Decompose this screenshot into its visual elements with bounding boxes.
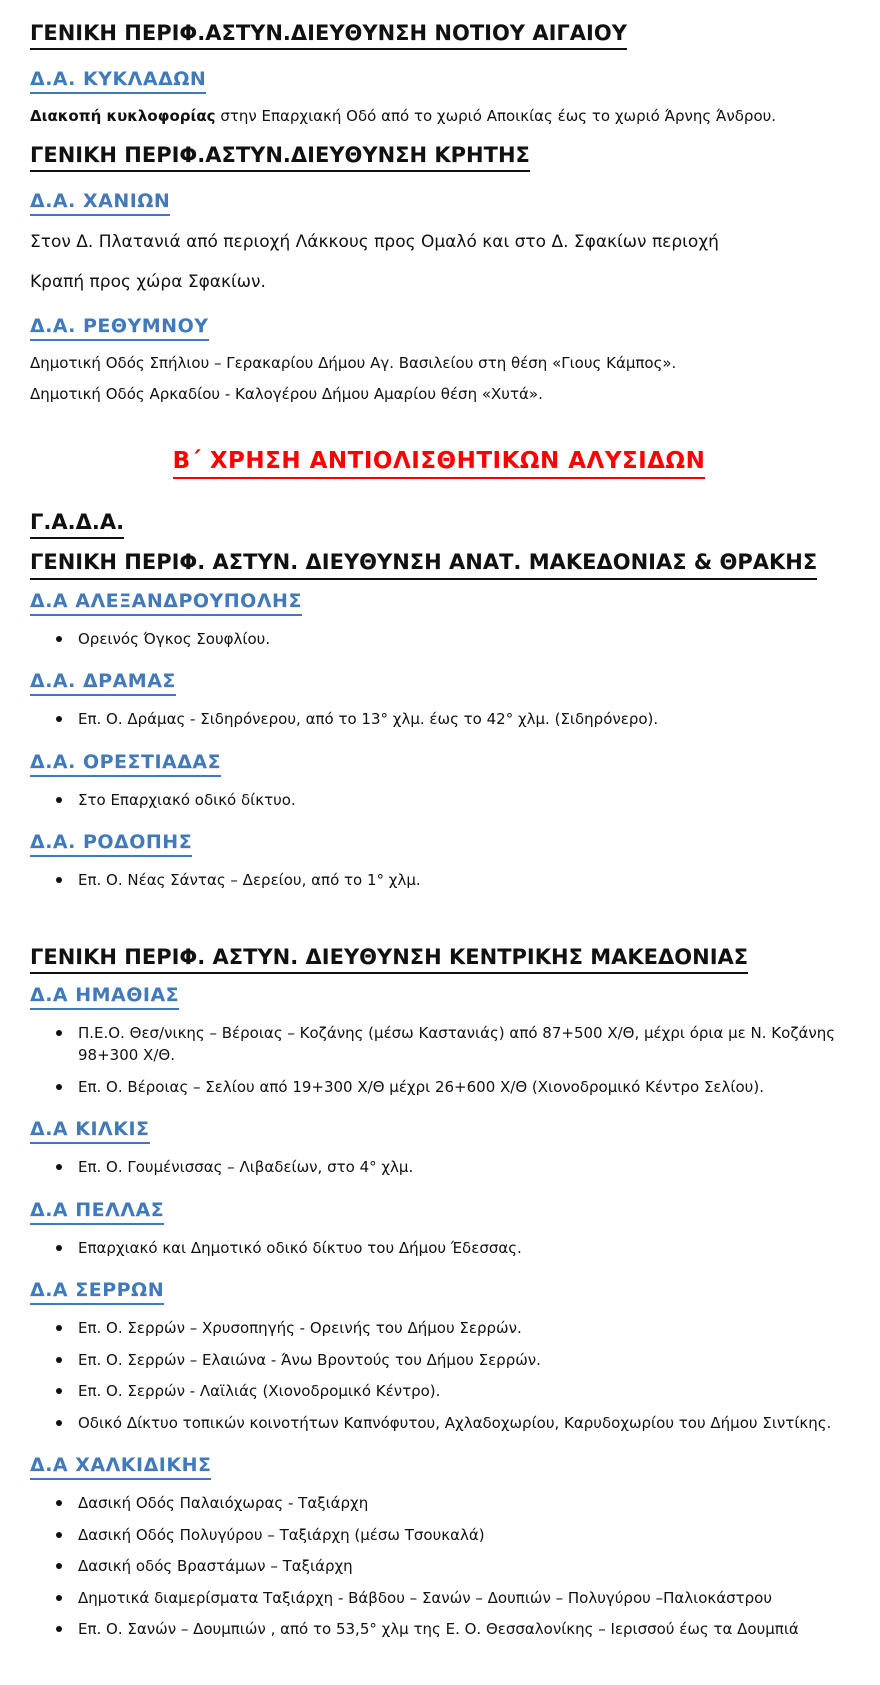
list-item: Επ. Ο. Νέας Σάντας – Δερείου, από το 1° χλμ. — [78, 869, 848, 892]
list-item: Επ. Ο. Σερρών - Λαϊλιάς (Χιονοδρομικό Κέντρο). — [78, 1380, 848, 1403]
list-item: Δασική οδός Βραστάμων – Ταξιάρχη — [78, 1555, 848, 1578]
part-b-title — [30, 448, 848, 479]
subsection-title-text: Δ.Α ΚΙΛΚΙΣ — [30, 1118, 150, 1144]
list-item: Επ. Ο. Γουμένισσας – Λιβαδείων, στο 4° χλμ. — [78, 1156, 848, 1179]
subsection-title-pella — [30, 1199, 848, 1225]
subsection-title-text: Δ.Α. ΧΑΝΙΩΝ — [30, 190, 170, 216]
paragraph-chania-line2: Κραπή προς χώρα Σφακίων. — [30, 272, 266, 293]
paragraph-rest: στην Επαρχιακή Οδό από το χωριό Αποικίας έως το χωριό Άρνης Άνδρου. — [215, 107, 777, 126]
subsection-title-rodopi — [30, 831, 848, 857]
section-title-anat-makedonias-thrakis — [30, 549, 848, 579]
subsection-title-text: Δ.Α ΗΜΑΘΙΑΣ — [30, 984, 179, 1010]
bullet-list-alexandroupoli — [30, 628, 848, 651]
list-item: Στο Επαρχιακό οδικό δίκτυο. — [78, 789, 848, 812]
bullet-list-drama — [30, 708, 848, 731]
subsection-title-text: Δ.Α. ΔΡΑΜΑΣ — [30, 670, 176, 696]
section-title-text: ΓΕΝΙΚΗ ΠΕΡΙΦ.ΑΣΤΥΝ.ΔΙΕΥΘΥΝΣΗ ΝΟΤΙΟΥ ΑΙΓΑΙΟΥ — [30, 20, 627, 50]
section-title-gada — [30, 509, 848, 539]
list-item: Επ. Ο. Βέροιας – Σελίου από 19+300 Χ/Θ μέχρι 26+600 Χ/Θ (Χιονοδρομικό Κέντρο Σελίου). — [78, 1076, 848, 1099]
section-title-kentrikis-makedonias — [30, 944, 848, 974]
subsection-title-chania — [30, 190, 848, 216]
paragraph-rethymno-line1: Δημοτική Οδός Σπήλιου – Γερακαρίου Δήμου Αγ. Βασιλείου στη θέση «Γιους Κάμπος». — [30, 353, 677, 372]
subsection-title-drama — [30, 670, 848, 696]
section-title-kritis — [30, 142, 848, 172]
subsection-title-text: Δ.Α ΠΕΛΛΑΣ — [30, 1199, 164, 1225]
subsection-title-text: Δ.Α. ΡΕΘΥΜΝΟΥ — [30, 315, 209, 341]
list-item: Επ. Ο. Σερρών – Ελαιώνα - Άνω Βροντούς του Δήμου Σερρών. — [78, 1349, 848, 1372]
section-title-text: ΓΕΝΙΚΗ ΠΕΡΙΦ. ΑΣΤΥΝ. ΔΙΕΥΘΥΝΣΗ ΚΕΝΤΡΙΚΗΣ ΜΑΚΕΔΟΝΙΑΣ — [30, 944, 748, 974]
paragraph-bold-lead: Διακοπή κυκλοφορίας — [30, 107, 216, 126]
subsection-title-rethymno — [30, 315, 848, 341]
list-item: Επ. Ο. Σερρών – Χρυσοπηγής - Ορεινής του Δήμου Σερρών. — [78, 1317, 848, 1340]
section-title-notiou-aigaiou — [30, 20, 848, 50]
part-b-title-text: Β΄ ΧΡΗΣΗ ΑΝΤΙΟΛΙΣΘΗΤΙΚΩΝ ΑΛΥΣΙΔΩΝ — [173, 448, 706, 479]
paragraph-kyklades — [30, 106, 848, 128]
subsection-title-imathia — [30, 984, 848, 1010]
subsection-title-serres — [30, 1279, 848, 1305]
section-title-text: ΓΕΝΙΚΗ ΠΕΡΙΦ. ΑΣΤΥΝ. ΔΙΕΥΘΥΝΣΗ ΑΝΑΤ. ΜΑΚΕΔΟΝΙΑΣ & ΘΡΑΚΗΣ — [30, 549, 817, 579]
bullet-list-orestiada — [30, 789, 848, 812]
list-item: Επ. Ο. Δράμας - Σιδηρόνερου, από το 13° χλμ. έως το 42° χλμ. (Σιδηρόνερο). — [78, 708, 848, 731]
bullet-list-pella — [30, 1237, 848, 1260]
list-item: Επ. Ο. Σανών – Δουμπιών , από το 53,5° χλμ της Ε. Ο. Θεσσαλονίκης – Ιερισσού έως τα Δουμπιά — [78, 1618, 848, 1641]
subsection-title-kyklades — [30, 68, 848, 94]
subsection-title-orestiada — [30, 751, 848, 777]
subsection-title-text: Δ.Α ΧΑΛΚΙΔΙΚΗΣ — [30, 1454, 211, 1480]
list-item: Ορεινός Όγκος Σουφλίου. — [78, 628, 848, 651]
paragraph-rethymno-line2: Δημοτική Οδός Αρκαδίου - Καλογέρου Δήμου Αμαρίου θέση «Χυτά». — [30, 385, 543, 404]
subsection-title-alexandroupoli — [30, 590, 848, 616]
list-item: Οδικό Δίκτυο τοπικών κοινοτήτων Καπνόφυτου, Αχλαδοχωρίου, Καρυδοχωρίου του Δήμου Σιντίκης. — [78, 1412, 848, 1435]
subsection-title-text: Δ.Α. ΟΡΕΣΤΙΑΔΑΣ — [30, 751, 221, 777]
paragraph-chania-line1: Στον Δ. Πλατανιά από περιοχή Λάκκους προς Ομαλό και στο Δ. Σφακίων περιοχή — [30, 232, 719, 253]
subsection-title-text: Δ.Α. ΡΟΔΟΠΗΣ — [30, 831, 192, 857]
list-item: Δημοτικά διαμερίσματα Ταξιάρχη - Βάβδου – Σανών – Δουπιών – Πολυγύρου –Παλιοκάστρου — [78, 1587, 848, 1610]
list-item: Π.Ε.Ο. Θεσ/νικης – Βέροιας – Κοζάνης (μέσω Καστανιάς) από 87+500 Χ/Θ, μέχρι όρια με Ν. Κοζάνης 98+300 Χ/Θ. — [78, 1022, 848, 1067]
bullet-list-rodopi — [30, 869, 848, 892]
section-title-text: Γ.Α.Δ.Α. — [30, 509, 124, 539]
subsection-title-text: Δ.Α ΣΕΡΡΩΝ — [30, 1279, 164, 1305]
list-item: Επαρχιακό και Δημοτικό οδικό δίκτυο του Δήμου Έδεσσας. — [78, 1237, 848, 1260]
subsection-title-text: Δ.Α ΑΛΕΞΑΝΔΡΟΥΠΟΛΗΣ — [30, 590, 302, 616]
bullet-list-imathia — [30, 1022, 848, 1099]
subsection-title-kilkis — [30, 1118, 848, 1144]
bullet-list-serres — [30, 1317, 848, 1434]
bullet-list-chalkidiki — [30, 1492, 848, 1641]
list-item: Δασική Οδός Πολυγύρου – Ταξιάρχη (μέσω Τσουκαλά) — [78, 1524, 848, 1547]
subsection-title-chalkidiki — [30, 1454, 848, 1480]
section-title-text: ΓΕΝΙΚΗ ΠΕΡΙΦ.ΑΣΤΥΝ.ΔΙΕΥΘΥΝΣΗ ΚΡΗΤΗΣ — [30, 142, 530, 172]
bullet-list-kilkis — [30, 1156, 848, 1179]
list-item: Δασική Οδός Παλαιόχωρας - Ταξιάρχη — [78, 1492, 848, 1515]
subsection-title-text: Δ.Α. ΚΥΚΛΑΔΩΝ — [30, 68, 206, 94]
